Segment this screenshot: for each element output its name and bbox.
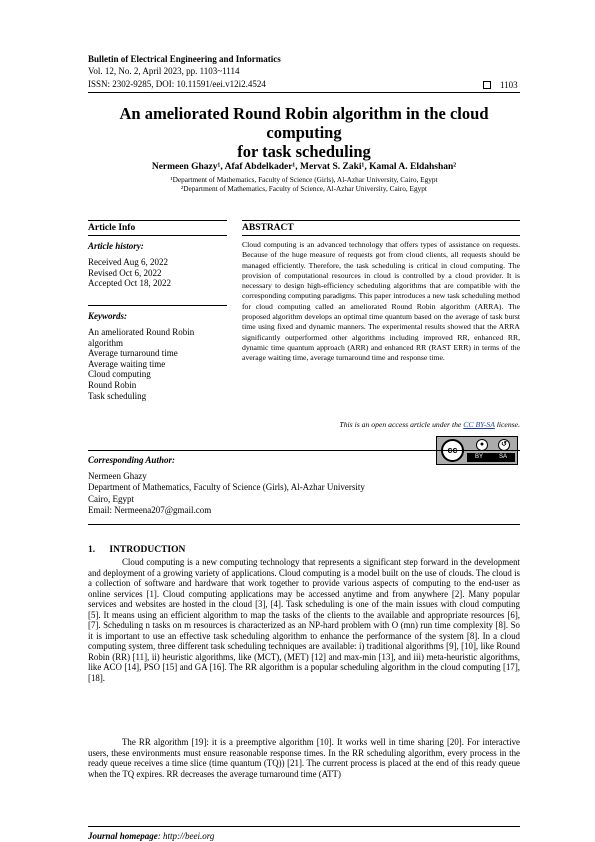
keywords-heading: Keywords: [88, 311, 127, 321]
page-number: 1103 [500, 80, 518, 90]
intro-paragraph-1: Cloud computing is a new computing technology that represents a significant step forward in the development and deployment of a growing variety of applications. Cloud computing is a model built on the use of clouds. The cloud is a collection of software and hardware that work together to provide various aspects of computing to the end-user as online services [1]. Cloud computing applications may be accessed anytime and from anywhere [2]. Many popular services and websites are hosted in the cloud [3], [4]. Task scheduling is one of the main issues with cloud computing [5]. It means using an efficient algorithm to map the tasks of the clients to the available and appropriate resources [6], [7]. Scheduling n tasks on m resources is characterized as an NP-hard problem with O (mn) run time complexity [8]. So it is important to use an effective task scheduling algorithm to enhance the performance of the system [8]. In a cloud computing system, three different task scheduling techniques are available: i) traditional algorithms [9], [10], like Round Robin (RR) [11], ii) heuristic algorithms, like (MCT), (MET) [12] and max-min [13], and iii) meta-heuristic algorithms, like ACO [14], PSO [15] and GA [16]. The RR algorithm is a popular scheduling algorithm in the cloud computing [17], [18]. [88, 557, 520, 683]
keyword-item: Average waiting time [88, 358, 166, 369]
history-received: Received Aug 6, 2022 [88, 257, 168, 267]
badge-by: BY [474, 454, 483, 460]
keyword-item: Average turnaround time [88, 348, 178, 359]
corresponding-email: Email: Nermeena207@gmail.com [88, 505, 212, 516]
corresponding-dept: Department of Mathematics, Faculty of Science (Girls), Al-Azhar University [88, 482, 365, 493]
corresponding-bottom-rule [88, 524, 520, 525]
footer-rule [88, 826, 520, 827]
abstract-rule [242, 235, 520, 236]
history-heading: Article history: [88, 241, 144, 251]
keywords-rule [88, 305, 227, 306]
header-rule [88, 92, 520, 93]
cc-logo-icon: cc [441, 439, 464, 462]
article-info-top-rule [88, 220, 227, 221]
corresponding-top-rule [88, 450, 520, 451]
intro-heading: 1. INTRODUCTION [88, 545, 186, 555]
corresponding-heading: Corresponding Author: [88, 455, 175, 465]
issn-doi: ISSN: 2302-9285, DOI: 10.11591/eei.v12i2.4524 [88, 79, 266, 89]
keyword-item: algorithm [88, 337, 123, 348]
abstract-text: Cloud computing is an advanced technology that offers types of assistance on requests. Because of the huge measure of requests got from cloud clients, all requests should be managed efficiently. Therefore, the task scheduling is critical in cloud computing. The provision of computational resources in cloud is controlled by a cloud provider. It is necessary to design high-efficiency scheduling algorithms that are compatible with the corresponding computing paradigms. This paper introduces a new task scheduling method for cloud computing called an ameliorated Round Robin algorithm (ARRA). The proposed algorithm develops an optimal time quantum based on the average of task burst time using fixed and dynamic manners. The experimental results showed that the ARRA significantly outperformed other algorithms including improved RR, enhanced RR, dynamic time quantum approach (ARR) and enhanced RR (RAST ERR) in terms of the average waiting time, average turnaround time and response time. [242, 240, 520, 363]
title-line-1: An ameliorated Round Robin algorithm in the cloud computing [119, 104, 489, 142]
oa-suffix: license. [494, 420, 520, 429]
footer-url[interactable]: : http://beei.org [157, 831, 215, 841]
volume-info: Vol. 12, No. 2, April 2023, pp. 1103~1114 [88, 66, 240, 76]
history-list [88, 257, 227, 289]
corresponding-city: Cairo, Egypt [88, 493, 134, 504]
corresponding-details [88, 471, 520, 517]
intro-paragraph-2: The RR algorithm [19]: it is a preemptive algorithm [10]. It works well in time sharing [20]. For interactive users, these environments must ensure reasonable response times. In the RR scheduling algorithm, every process in the ready queue receives a time slice (time quantum (TQ)) [21]. The current process is placed at the end of this ready queue when the TQ expires. RR decreases the average turnaround time (ATT) [88, 737, 520, 779]
footer-label: Journal homepage [88, 831, 158, 841]
abstract-top-rule [242, 220, 520, 221]
oa-prefix: This is an open access article under the [339, 420, 464, 429]
keyword-item: Cloud computing [88, 369, 151, 380]
journal-name: Bulletin of Electrical Engineering and Informatics [88, 54, 281, 64]
keyword-text: An ameliorated Round Robin [88, 327, 195, 337]
title-line-2: for task scheduling [237, 142, 371, 161]
open-access-note [242, 420, 520, 429]
corresponding-name: Nermeen Ghazy [88, 471, 147, 481]
affiliation-1: ¹Department of Mathematics, Faculty of Science (Girls), Al-Azhar University, Cairo, Egypt [170, 175, 438, 184]
paper-title [88, 104, 520, 161]
history-accepted: Accepted Oct 18, 2022 [88, 278, 171, 289]
attribution-icon: ● [476, 439, 488, 451]
keywords-list [88, 327, 227, 401]
abstract-heading: ABSTRACT [242, 223, 294, 233]
share-alike-icon: ↺ [498, 439, 510, 451]
keyword-item [88, 327, 227, 338]
badge-sa: SA [498, 454, 507, 460]
authors: Nermeen Ghazy¹, Afaf Abdelkader¹, Mervat S. Zaki¹, Kamal A. Eldahshan² [151, 162, 457, 172]
footer-homepage [88, 831, 214, 841]
article-info-rule [88, 235, 227, 236]
license-link[interactable]: CC BY-SA [463, 420, 495, 429]
article-info-heading: Article Info [88, 223, 136, 233]
page-box-icon [483, 81, 491, 89]
affiliation-2: ²Department of Mathematics, Faculty of Science, Al-Azhar University, Cairo, Egypt [181, 184, 427, 193]
badge-strip [467, 453, 515, 462]
keyword-item: Task scheduling [88, 390, 147, 401]
history-revised: Revised Oct 6, 2022 [88, 267, 162, 278]
keyword-item: Round Robin [88, 379, 137, 390]
